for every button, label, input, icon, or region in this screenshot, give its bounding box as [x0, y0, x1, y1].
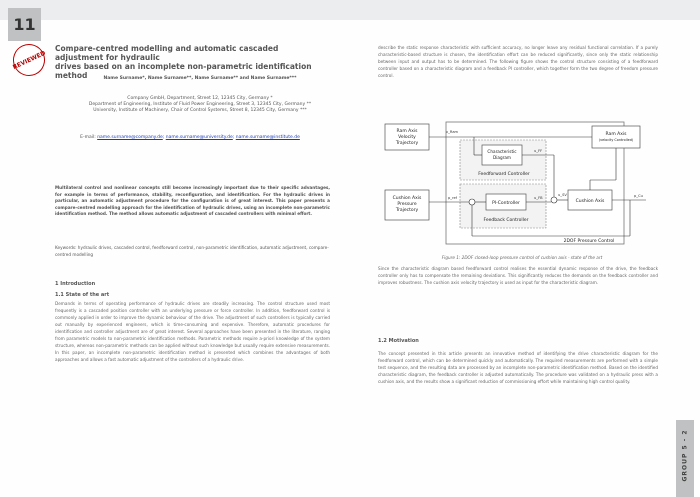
title-line-1: Compare-centred modelling and automatic cascaded adjustment for hydraulic	[55, 44, 279, 62]
left-body-text: Demands in terms of operating performance of hydraulic drives are steadily increasing. The control structure used most frequently is a cascaded position controller with an underlying pressure or force controller. In addition, feedforward control is commonly applied in order to improve the dynamic behaviour of the drive. The adjustment of such controllers is typically carried out manually by experienced engineers, which is time-consuming and expensive. Therefore, automatic procedures for identification and controller adjustment are of great interest. Several approaches have been presented in the literature, ranging from parametric models to non-parametric identification methods. Parametric methods require a-priori knowledge of the system structure, whereas non-parametric methods can be applied without such knowledge but usually require extensive measurements. In this paper, an incomplete non-parametric identification method is presented which combines the advantages of both approaches and allows a fast automatic adjustment of the controllers of a hydraulic drive.	[55, 301, 330, 362]
authors: Name Surname*, Name Surname**, Name Surname** and Name Surname***	[103, 76, 297, 81]
u-ff-label: u_FF	[534, 149, 543, 153]
title-line-2: drives based on an incomplete non-parametric identification method	[55, 62, 312, 80]
fb-label: Feedback Controller	[483, 218, 529, 223]
page-number-tab: 11	[8, 8, 41, 41]
email-block: E-mail: name.surname@company.de; name.surname@university.de; name.surname@institute.de	[80, 135, 300, 140]
cush-text-2: Pressure	[397, 202, 417, 207]
sum-junction-1	[469, 199, 475, 205]
outer-2dof-label: 2DOF Pressure Control	[563, 239, 615, 244]
email-link-2[interactable]: name.surname@university.de	[165, 135, 233, 140]
ramvel-text-3: Trajectory	[395, 141, 419, 146]
right-bottom-text: The concept presented in this article presents an innovative method of identifying the drive characteristic diagram for the feedforward control, which can be determined quickly and automatically. The required measurements are performed with a simple test sequence, and the resulting data are processed by an incomplete non-parametric identification method. Based on the identified characteristic diagram, the feedback controller is adjusted automatically. The procedure was validated on a hydraulic press with a cushion axis, and the results show a significant reduction of commissioning effort while maintaining high control quality.	[378, 351, 658, 384]
affiliation-1: Company GmbH, Department, Street 12, 12345 City, Germany *	[127, 96, 273, 101]
email-label: E-mail:	[80, 135, 96, 140]
u-fb-label: u_FB	[534, 196, 543, 200]
right-top-text: describe the static response characteristic with sufficient accuracy, no longer leave any residual functional correlation. If a purely characteristic-based structure is chosen, the identification effort can be reduced significantly, since only the static relationship between input and output has to be determined. The following figure shows the control structure consisting of a feedforward controller based on a characteristic diagram and a feedback PI controller, which together form the two degree of freedom pressure control.	[378, 45, 658, 78]
char-text-1: Characteristic	[487, 149, 517, 154]
email-link-1[interactable]: name.surname@company.de	[97, 135, 163, 140]
p-cu-label: p_Cu	[634, 194, 643, 198]
abstract: Multilateral control and nonlinear concepts still become increasingly important due to their specific advantages, for example in terms of performance, stability, reconfiguration, and identification. For the hydraulic drives in particular, an automatic adjustment procedure for the configuration is of great interest. This paper presents a compare-centred modelling approach for the identification of hydraulic drives, using an incomplete non-parametric identification method. The method allows automatic adjustment of cascaded controllers with minimal effort.	[55, 185, 330, 216]
right-mid-text: Since the characteristic diagram based feedforward control realises the essential dynamic response of the drive, the feedback controller only has to compensate the remaining deviations. This significantly reduces the demands on the feedback controller and improves robustness. The cushion axis velocity trajectory is used as input for the characteristic diagram.	[378, 266, 658, 285]
control-diagram	[384, 118, 654, 248]
u-sv-label: u_SV	[558, 193, 567, 197]
cush-text-3: Trajectory	[395, 208, 419, 213]
paper-title	[55, 44, 325, 80]
keywords: Keywords: hydraulic drives, cascaded control, feedforward control, non-parametric identification, automatic adjustment, compare-centred modelling	[55, 245, 329, 257]
cushion-axis-text: Cushion Axis	[575, 199, 605, 204]
v-ram-label: v_Ram	[446, 130, 459, 134]
p-ref-label: p_ref	[448, 196, 457, 200]
reviewed-stamp: REVIEWED	[8, 39, 51, 82]
side-group-tab	[676, 420, 694, 497]
affiliation-2: Department of Engineering, Institute of Fluid Power Engineering, Street 3, 12345 City, Germany **	[88, 102, 312, 107]
side-tab-label: GROUP 5 - 2	[681, 429, 689, 482]
section-heading-1-1: 1.1 State of the art	[55, 292, 110, 298]
ramvel-text-1: Ram Axis	[396, 129, 418, 134]
char-text-2: Diagram	[493, 155, 511, 160]
sum-junction-2	[551, 197, 557, 203]
header-bar	[0, 0, 700, 20]
figure-caption: Figure 1: 2DOF closed-loop pressure control of cushion axis - state of the art	[441, 255, 603, 260]
cush-text-1: Cushion Axis	[392, 196, 422, 201]
ramvel-text-2: Velocity	[398, 135, 416, 140]
ram-axis-box	[592, 126, 640, 148]
section-heading-1-2: 1.2 Motivation	[378, 338, 419, 344]
ff-label: Feedforward Controller	[478, 172, 530, 177]
email-link-3[interactable]: name.surname@institute.de	[235, 135, 300, 140]
ram-axis-text-2: (velocity Controlled)	[598, 138, 634, 142]
section-heading-1: 1 Introduction	[55, 281, 96, 287]
affiliations	[75, 96, 325, 114]
affiliation-3: University, Institute of Machinery, Chair of Control Systems, Street 8, 12345 City, Germany ***	[93, 108, 307, 113]
pi-label: PI-Controller	[492, 201, 520, 206]
ram-axis-text-1: Ram Axis	[605, 132, 627, 137]
